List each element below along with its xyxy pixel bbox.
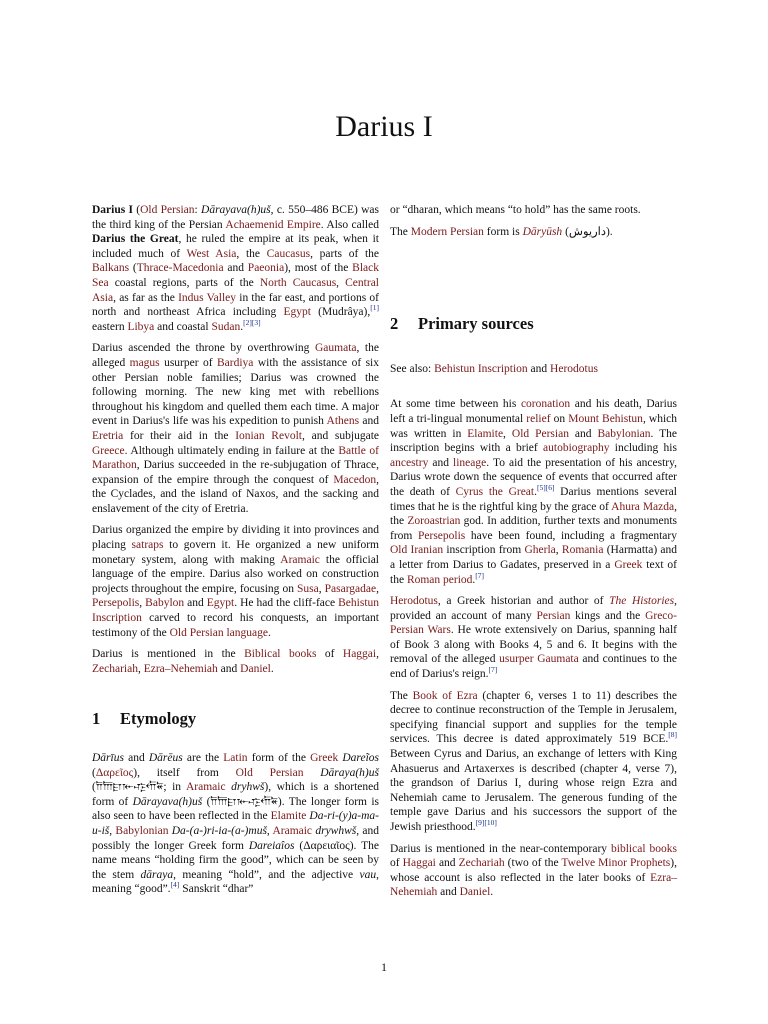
wiki-link[interactable]: Ionian Revolt <box>235 429 302 442</box>
citation-reference[interactable]: [5][6] <box>536 483 555 493</box>
wiki-link[interactable]: Romania <box>561 544 604 557</box>
wiki-link[interactable]: Ezra–Nehemiah <box>143 662 218 675</box>
wiki-link[interactable]: Haggai <box>402 857 436 870</box>
primary-sources-paragraph: Herodotus, a Greek historian and author of The Histories, provided an account of many Persian kings and the Greco-Persian Wars. He wrote extensively on Darius, spanning half of Book 3 along with Books 4, 5 and 6. It begins with the removal of the alleged usurper Gaumata and continues to the end of Darius's reign.[7] <box>390 595 678 681</box>
wiki-link[interactable]: Elamite <box>467 427 504 440</box>
page-title: Darius I <box>335 110 433 143</box>
italic-term: Da-ri-(y)a-ma-u-iš <box>92 810 380 837</box>
wiki-link[interactable]: ancestry <box>390 456 429 469</box>
see-also-note: See also: Behistun Inscription and Herodotus <box>390 362 598 375</box>
wiki-link[interactable]: Gherla <box>524 544 556 557</box>
wiki-link[interactable]: Daniel <box>240 662 271 675</box>
wiki-link[interactable]: Pasargadae <box>324 582 377 595</box>
wiki-link[interactable]: Greek <box>614 558 643 571</box>
wiki-link[interactable]: Egypt <box>206 597 235 610</box>
wiki-link[interactable]: Elamite <box>270 810 307 823</box>
italic-term: Dārēus <box>148 752 183 764</box>
wiki-link[interactable]: Δαρεῖος <box>95 766 134 779</box>
italic-term: Dāraya(h)uš <box>320 766 379 779</box>
citation-reference[interactable]: [1] <box>370 303 379 313</box>
wiki-link[interactable]: Twelve Minor Prophets <box>561 857 671 870</box>
wiki-link[interactable]: Gaumata <box>314 342 357 355</box>
wiki-link[interactable]: relief <box>526 412 551 425</box>
wiki-link[interactable]: lineage <box>453 456 487 469</box>
wiki-link[interactable]: Achaemenid Empire <box>225 218 321 231</box>
wiki-link[interactable]: Thrace-Macedonia <box>136 262 224 275</box>
wiki-link[interactable]: Dāryūsh <box>522 225 563 238</box>
wiki-link[interactable]: Herodotus <box>390 595 438 608</box>
citation-reference[interactable]: [4] <box>170 880 180 890</box>
wiki-link[interactable]: Aramaic <box>186 781 226 794</box>
wiki-link[interactable]: Greece <box>92 444 125 457</box>
section-number: 1 <box>92 709 101 729</box>
wiki-link[interactable]: Ezra–Nehemiah <box>390 871 677 899</box>
wiki-link[interactable]: Caucasus <box>266 247 311 260</box>
wiki-link[interactable]: biblical books <box>611 842 677 855</box>
primary-sources-paragraph: Darius is mentioned in the near-contemporary biblical books of Haggai and Zechariah (two of the Twelve Minor Prophets), whose account is also reflected in the later books of Ezra–Nehemiah and Daniel. <box>390 842 677 899</box>
wiki-link[interactable]: Persian <box>536 609 571 622</box>
wiki-link[interactable]: Zechariah <box>458 857 505 870</box>
citation-reference[interactable]: [7] <box>488 665 498 675</box>
wiki-link[interactable]: Bardiya <box>217 356 254 369</box>
etymology-paragraph: Dārīus and Dārēus are the Latin form of the Greek Dareĩos (Δαρεῖος), itself from Old Persian Dāraya(h)uš (𐎭𐎠𐎼𐎹𐎺𐎢𐏁; in Aramaic dryhwš), which is a shortened form of Dārayava(h)uš (𐎭𐎠𐎼𐎹𐎺𐎢𐏁). The longer form is also seen to have been reflected in the Elamite Da-ri-(y)a-ma-u-iš, Babylonian Da-(a-)ri-ia-(a-)muš, Aramaic drywhwš, and possibly the longer Greek form Dareiaîos (Δαρειαῖος). The name means “holding firm the good”, which can be seen by the stem dāraya, meaning “hold”, and the adjective vau, meaning “good”.[4] Sanskrit “dhar” <box>92 752 380 896</box>
wiki-link[interactable]: Battle of Marathon <box>92 444 379 472</box>
intro-paragraph: Darius is mentioned in the Biblical books of Haggai, Zechariah, Ezra–Nehemiah and Daniel. <box>92 648 379 675</box>
wiki-link[interactable]: Behistun Inscription <box>92 597 380 625</box>
citation-reference[interactable]: [2][3] <box>243 317 261 327</box>
section-title: Etymology <box>120 709 197 729</box>
wiki-link[interactable]: Athens <box>326 415 360 428</box>
italic-term: Dareĩos <box>342 752 380 764</box>
section-title: Primary sources <box>418 314 534 334</box>
bold-term: Darius the Great <box>92 233 179 246</box>
wiki-link[interactable]: West Asia <box>186 247 237 260</box>
wiki-link[interactable]: The Histories <box>609 595 675 608</box>
wiki-link[interactable]: North Caucasus <box>259 276 337 289</box>
italic-term: vau <box>359 868 377 881</box>
wiki-link[interactable]: Old Persian <box>140 204 195 216</box>
italic-term: Dareiaîos <box>248 839 295 852</box>
wiki-link[interactable]: Ahura Mazda <box>611 500 675 513</box>
wiki-link[interactable]: Balkans <box>92 262 130 275</box>
wiki-link[interactable]: Libya <box>127 320 155 333</box>
wiki-link[interactable]: Book of Ezra <box>412 689 478 702</box>
left-column <box>92 203 379 904</box>
modern-persian-paragraph: The Modern Persian form is Dāryūsh (داریوش). <box>390 225 613 238</box>
italic-term: dryhwš <box>231 781 265 794</box>
wiki-link[interactable]: Babylon <box>145 597 185 610</box>
wiki-link[interactable]: magus <box>129 356 160 369</box>
wiki-link[interactable]: Old Iranian <box>390 544 444 557</box>
wiki-link[interactable]: coronation <box>520 398 571 411</box>
wiki-link[interactable]: Babylonian <box>597 427 651 440</box>
wiki-link[interactable]: Egypt <box>283 306 311 319</box>
italic-term: Dārīus <box>92 752 124 764</box>
section-heading-primary-sources <box>390 314 677 334</box>
wiki-link[interactable]: Behistun Inscription <box>434 362 528 375</box>
wiki-link[interactable]: Mount Behistun <box>568 412 643 425</box>
primary-sources-paragraph: At some time between his coronation and his death, Darius left a tri-lingual monumental relief on Mount Behistun, which was written in Elamite, Old Persian and Babylonian. The inscription begins with a brief autobiography including his ancestry and lineage. To aid the presentation of his ancestry, Darius wrote down the sequence of events that occurred after the death of Cyrus the Great.[5][6] Darius mentions several times that he is the rightful king by the grace of Ahura Mazda, the Zoroastrian god. In addition, further texts and monuments from Persepolis have been found, including a fragmentary Old Iranian inscription from Gherla, Romania (Harmatta) and a letter from Darius to Gadates, preserved in a Greek text of the Roman period.[7] <box>390 398 678 586</box>
wiki-link[interactable]: Eretria <box>92 429 124 442</box>
wiki-link[interactable]: Indus Valley <box>178 291 237 304</box>
wiki-link[interactable]: satraps <box>131 539 164 552</box>
wiki-link[interactable]: autobiography <box>543 442 610 455</box>
primary-sources-paragraph: The Book of Ezra (chapter 6, verses 1 to 11) describes the decree to continue reconstruction of the Temple in Jerusalem, specifying financial support and supplies for the temple services. This decree is dated approximately 519 BCE.[8] Between Cyrus and Darius, an exchange of letters with King Ahasuerus and Artaxerxes is described (chapter 4, verse 7), the grandson of Darius I, during whose reign Ezra and Nehemiah came to Jerusalem. The generous funding of the temple gave Darius and his successors the support of the Jewish priesthood.[9][10] <box>390 689 677 833</box>
citation-reference[interactable]: [8] <box>668 730 677 740</box>
wiki-link[interactable]: Haggai <box>342 648 377 661</box>
section-heading-etymology <box>92 709 379 729</box>
wiki-link[interactable]: Sudan <box>211 320 241 333</box>
intro-paragraph: Darius I (Old Persian: Dārayava(h)uš, c. 550–486 BCE) was the third king of the Persian Achaemenid Empire. Also called Darius the Great, he ruled the empire at its peak, when it included much of West Asia, the Caucasus, parts of the Balkans (Thrace-Macedonia and Paeonia), most of the Black Sea coastal regions, parts of the North Caucasus, Central Asia, as far as the Indus Valley in the far east, and portions of north and northeast Africa including Egypt (Mudrâya),[1] eastern Libya and coastal Sudan.[2][3] <box>92 204 380 333</box>
wiki-link[interactable]: Modern Persian <box>410 225 484 238</box>
wiki-link[interactable]: Aramaic <box>280 553 320 566</box>
wiki-link[interactable]: Cyrus the Great <box>455 485 535 498</box>
wiki-link[interactable]: Central Asia <box>92 276 379 304</box>
wiki-link[interactable]: Zoroastrian <box>407 515 461 528</box>
wiki-link[interactable]: Biblical books <box>244 648 317 661</box>
italic-term: Da-(a-)ri-ia-(a-)muš <box>171 824 267 837</box>
intro-paragraph: Darius organized the empire by dividing it into provinces and placing satraps to govern it. He organized a new uniform monetary system, along with making Aramaic the official language of the empire. Darius also worked on construction projects throughout the empire, focusing on Susa, Pasargadae, Persepolis, Babylon and Egypt. He had the cliff-face Behistun Inscription carved to record his conquests, an important testimony of the Old Persian language. <box>92 524 380 639</box>
wiki-link[interactable]: Roman period <box>406 573 473 586</box>
etymology-continued-paragraph: or “dharan, which means “to hold” has the same roots. <box>390 204 641 216</box>
italic-term: Dārayava(h)uš <box>132 795 203 808</box>
wiki-link[interactable]: Susa <box>296 582 319 595</box>
wiki-link[interactable]: Herodotus <box>550 362 598 375</box>
wiki-link[interactable]: Black Sea <box>92 262 379 289</box>
wiki-link[interactable]: Old Persian language <box>169 626 268 639</box>
wiki-link[interactable]: Old Persian <box>511 427 569 440</box>
wiki-link[interactable]: Greek <box>310 752 339 764</box>
wiki-link[interactable]: Zechariah <box>92 662 138 675</box>
wiki-link[interactable]: Old Persian <box>235 766 304 779</box>
page-number: 1 <box>381 960 387 974</box>
wiki-link[interactable]: Daniel <box>459 886 491 899</box>
intro-paragraph: Darius ascended the throne by overthrowing Gaumata, the alleged magus usurper of Bardiya with the assistance of six other Persian noble families; Darius was crowned the following morning. The new king met with rebellions throughout his kingdom and quelled them each time. A major event in Darius's life was his expedition to punish Athens and Eretria for their aid in the Ionian Revolt, and subjugate Greece. Although ultimately ending in failure at the Battle of Marathon, Darius succeeded in the re-subjugation of Thrace, expansion of the empire through the conquest of Macedon, the Cyclades, and the island of Naxos, and the sacking and enslavement of the city of Eretria. <box>92 342 379 515</box>
wiki-link[interactable]: Greco-Persian Wars <box>390 609 677 637</box>
wiki-link[interactable]: Aramaic <box>272 824 313 837</box>
section-number: 2 <box>390 314 399 334</box>
wiki-link[interactable]: Persepolis <box>92 597 140 610</box>
italic-term: dāraya <box>140 868 174 881</box>
wiki-link[interactable]: Macedon <box>333 473 377 486</box>
italic-term: drywhwš <box>315 824 357 837</box>
citation-reference[interactable]: [9][10] <box>475 818 497 828</box>
wiki-link[interactable]: Babylonian <box>115 824 169 837</box>
wiki-link[interactable]: Paeonia <box>247 262 285 275</box>
italic-term: Dārayava(h)uš <box>201 204 271 216</box>
citation-reference[interactable]: [7] <box>475 570 485 580</box>
wiki-link[interactable]: Latin <box>223 752 248 764</box>
wiki-link[interactable]: usurper Gaumata <box>499 653 579 666</box>
bold-term: Darius I <box>92 204 133 216</box>
wiki-link[interactable]: Persepolis <box>418 529 466 542</box>
right-column <box>390 203 677 907</box>
